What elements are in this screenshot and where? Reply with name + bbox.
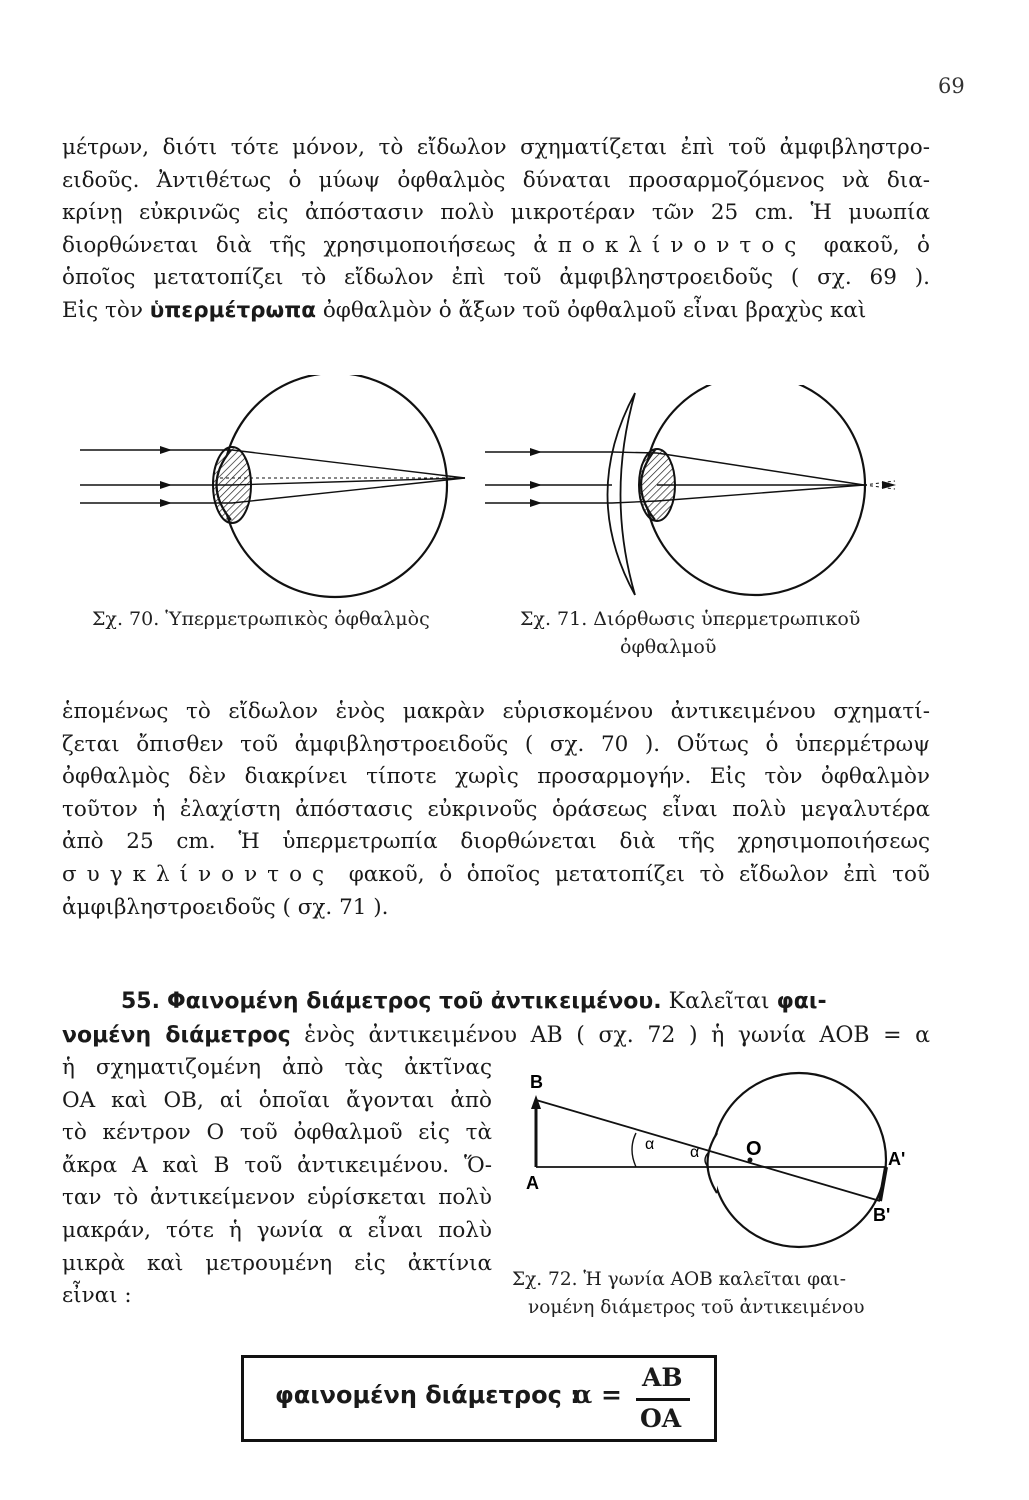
caption-line: Σχ. 72. Ἡ γωνία ΑΟΒ καλεῖται φαι-: [512, 1269, 847, 1290]
text-line: ἄκρα Α καὶ Β τοῦ ἀντικειμένου. Ὅ-: [62, 1152, 492, 1178]
text-line: ταν τὸ ἀντικείμενον εὑρίσκεται πολὺ: [62, 1185, 492, 1211]
paragraph-hyperopia: [62, 696, 930, 924]
cornea-bulge: [708, 1133, 718, 1193]
text-line: τὸ κέντρον Ο τοῦ ὀφθαλμοῦ εἰς τὰ: [62, 1120, 492, 1146]
text-line: ὁποῖος μετατοπίζει τὸ εἴδωλον ἐπὶ τοῦ ἀμφιβληστροειδοῦς ( σχ. 69 ).: [62, 265, 930, 291]
section-number: 55.: [121, 989, 160, 1014]
text-line: εἶναι :: [62, 1283, 132, 1309]
figure-70-hyperopic-eye: [80, 375, 480, 605]
arrow-head: [160, 499, 172, 507]
label-B-prime: B': [873, 1205, 891, 1225]
arrow-head: [530, 499, 542, 507]
caption-line: νομένη διάμετρος τοῦ ἀντικειμένου: [528, 1297, 865, 1318]
formula-numerator: AB: [642, 1363, 683, 1392]
label-alpha-1: α: [645, 1136, 655, 1153]
caption-line: Σχ. 71. Διόρθωσις ὑπερμετρωπικοῦ: [520, 608, 861, 630]
text-line: τοῦτον ἡ ἐλαχίστη ἀπόστασις εὐκρινοῦς ὁράσεως εἶναι πολὺ μεγαλυτέρα: [62, 796, 930, 822]
spaced-term: ἀποκλίνοντος: [533, 232, 807, 258]
figure-72-caption: [512, 1266, 865, 1322]
text-line: κρίνῃ εὐκρινῶς εἰς ἀπόστασιν πολὺ μικροτέραν τῶν 25 cm. Ἡ μυωπία: [62, 200, 930, 226]
section-title: Φαινομένη διάμετρος τοῦ ἀντικειμένου.: [166, 989, 662, 1014]
bold-term: φαι-: [776, 989, 827, 1014]
text-run: Εἰς τὸν: [62, 297, 143, 323]
text-run: φακοῦ, ὁ ὁποῖος μετατοπίζει τὸ εἴδωλον ἐπὶ τοῦ: [348, 861, 931, 887]
arrow-head: [530, 481, 542, 489]
refracted-ray: [232, 450, 465, 478]
figure-70-caption: Σχ. 70. Ὑπερμετρωπικὸς ὀφθαλμὸς: [92, 608, 430, 630]
text-run: διορθώνεται διὰ τῆς χρησιμοποιήσεως: [62, 232, 516, 258]
label-A-prime: A': [888, 1149, 906, 1169]
text-line: ειδοῦς. Ἀντιθέτως ὁ μύωψ ὀφθαλμὸς δύναται προσαρμοζόμενος νὰ δια-: [62, 167, 930, 193]
bold-term: ὑπερμέτρωπα: [149, 297, 317, 323]
arrow-head: [531, 1095, 541, 1109]
text-line: [62, 859, 930, 892]
formula-lhs: α =: [573, 1380, 622, 1409]
bold-term: νομένη διάμετρος: [62, 1023, 291, 1048]
figure-71-caption: [520, 605, 860, 661]
figure-71-corrected-hyperopic-eye: [480, 385, 920, 610]
paragraph-myopia: [62, 132, 930, 328]
text-line: ἀπὸ 25 cm. Ἡ ὑπερμετρωπία διορθώνεται διὰ τῆς χρησιμοποιήσεως: [62, 829, 930, 855]
text-run: φακοῦ, ὁ: [823, 232, 930, 258]
fraction-bar: [636, 1398, 690, 1401]
figure-72-apparent-diameter: [518, 1065, 928, 1265]
spaced-term: συγκλίνοντος: [62, 861, 335, 887]
text-line: ἀμφιβληστροειδοῦς ( σχ. 71 ).: [62, 894, 389, 920]
caption-line: ὀφθαλμοῦ: [620, 636, 717, 658]
formula-box: [241, 1355, 717, 1442]
text-line: ἑπομένως τὸ εἴδωλον ἑνὸς μακρὰν εὑρισκομένου ἀντικειμένου σχηματί-: [62, 699, 930, 724]
label-alpha-2: α: [690, 1144, 700, 1161]
arrow-head: [160, 481, 172, 489]
section-55-column-text: [62, 1052, 492, 1313]
section-55-line2: [62, 1019, 930, 1052]
formula-label: φαινομένη διάμετρος :: [275, 1381, 580, 1409]
refracted-ray: [657, 485, 864, 501]
text-line: ὀφθαλμὸς δὲν διακρίνει τίποτε χωρὶς προσαρμογήν. Εἰς τὸν ὀφθαλμὸν: [62, 764, 930, 790]
text-line: ΟΑ καὶ ΟΒ, αἱ ὁποῖαι ἄγονται ἀπὸ: [62, 1087, 492, 1113]
text-line: μικρὰ καὶ μετρουμένη εἰς ἀκτίνια: [62, 1250, 492, 1276]
refracted-ray: [612, 452, 657, 453]
text-line: ζεται ὄπισθεν τοῦ ἀμφιβληστροειδοῦς ( σχ. 70 ). Οὕτως ὁ ὑπερμέτρωψ: [62, 731, 930, 757]
label-A: A: [526, 1173, 539, 1193]
retina-image-AB: [880, 1167, 886, 1201]
text-line: μακράν, τότε ἡ γωνία α εἶναι πολὺ: [62, 1217, 492, 1243]
label-B: B: [530, 1072, 543, 1092]
text-line: ἡ σχηματιζομένη ἀπὸ τὰς ἀκτῖνας: [62, 1055, 492, 1080]
arrow-head: [160, 446, 172, 454]
refracted-ray: [657, 453, 864, 485]
text-line: μέτρων, διότι τότε μόνον, τὸ εἴδωλον σχηματίζεται ἐπὶ τοῦ ἀμφιβληστρο-: [62, 135, 930, 160]
text-line: [62, 295, 930, 328]
text-run: ὀφθαλμὸν ὁ ἄξων τοῦ ὀφθαλμοῦ εἶναι βραχὺς καὶ: [322, 297, 867, 323]
text-line: [62, 230, 930, 263]
text-run: Καλεῖται: [668, 989, 770, 1014]
eyeball-circle: [645, 385, 865, 595]
arrow-head: [530, 448, 542, 456]
text-run: ἑνὸς ἀντικειμένου ΑΒ ( σχ. 72 ) ἡ γωνία ΑΟΒ = α: [304, 1023, 930, 1048]
corrective-converging-lens: [608, 393, 636, 595]
ray-OB: [536, 1100, 880, 1201]
page-number: 69: [938, 74, 965, 98]
formula-denominator: OA: [640, 1404, 682, 1433]
eyeball-circle: [223, 375, 447, 597]
section-55-heading: [121, 985, 931, 1018]
angle-arc: [632, 1133, 636, 1167]
label-O: O: [746, 1138, 762, 1160]
